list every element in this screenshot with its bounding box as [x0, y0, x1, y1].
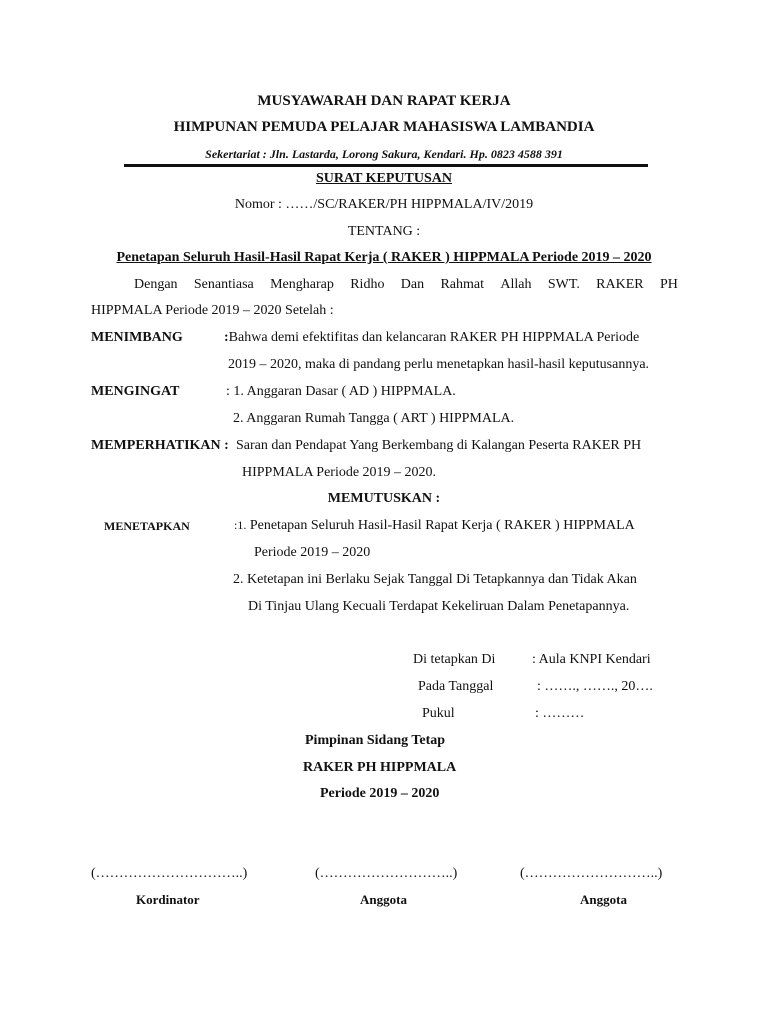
intro-word: Senantiasa	[193, 277, 254, 292]
menetapkan-separator: :1.	[234, 518, 247, 532]
intro-line-2: HIPPMALA Periode 2019 – 2020 Setelah :	[91, 303, 334, 318]
signature-blank-coordinator: (…………………………..)	[91, 866, 248, 881]
leadership-line-1: Pimpinan Sidang Tetap	[305, 733, 446, 748]
menimbang-label: MENIMBANG	[91, 330, 183, 345]
menetapkan-item-2-line-2: Di Tinjau Ulang Kecuali Terdapat Kekeliruan Dalam Penetapannya.	[248, 599, 630, 614]
menimbang-line-1	[224, 330, 639, 346]
menimbang-line-2: 2019 – 2020, maka di pandang perlu menetapkan hasil-hasil keputusannya.	[228, 357, 650, 372]
signature-role-member-1: Anggota	[360, 892, 407, 907]
signature-role-coordinator: Kordinator	[136, 892, 200, 907]
enactment-place-value: : Aula KNPI Kendari	[532, 652, 651, 667]
memperhatikan-line-1: Saran dan Pendapat Yang Berkembang di Kalangan Peserta RAKER PH	[236, 438, 642, 453]
memperhatikan-line-2: HIPPMALA Periode 2019 – 2020.	[242, 465, 437, 480]
intro-word: Dan	[400, 277, 425, 292]
mengingat-label: MENGINGAT	[91, 384, 180, 399]
intro-word: RAKER	[596, 277, 644, 292]
letterhead-title: MUSYAWARAH DAN RAPAT KERJA	[257, 93, 511, 109]
menimbang-text-1: Bahwa demi efektifitas dan kelancaran RAKER PH HIPPMALA Periode	[228, 330, 640, 345]
signature-blank-member-2: (………………………..)	[520, 866, 663, 881]
menetapkan-item-1-line-1	[234, 518, 635, 534]
mengingat-item-1: : 1. Anggaran Dasar ( AD ) HIPPMALA.	[226, 384, 456, 399]
intro-word: Dengan	[134, 277, 178, 292]
leadership-line-3: Periode 2019 – 2020	[320, 786, 440, 801]
memperhatikan-label: MEMPERHATIKAN :	[91, 438, 229, 453]
letterhead-rule	[124, 164, 648, 167]
enactment-time-label: Pukul	[422, 706, 455, 721]
memutuskan-heading: MEMUTUSKAN :	[327, 491, 441, 506]
intro-word: Mengharap	[270, 277, 334, 292]
enactment-place-label: Di tetapkan Di	[413, 652, 496, 667]
menetapkan-item-1-text: Penetapan Seluruh Hasil-Hasil Rapat Kerja ( RAKER ) HIPPMALA	[249, 518, 635, 533]
about-label: TENTANG :	[347, 224, 421, 239]
intro-word: PH	[659, 277, 678, 292]
enactment-date-label: Pada Tanggal	[418, 679, 494, 694]
menetapkan-item-2-line-1: 2. Ketetapan ini Berlaku Sejak Tanggal Di Tetapkannya dan Tidak Akan	[233, 572, 637, 587]
document-type: SURAT KEPUTUSAN	[315, 171, 452, 186]
intro-word: Ridho	[350, 277, 385, 292]
intro-word: Rahmat	[440, 277, 485, 292]
intro-word: SWT.	[547, 277, 580, 292]
menetapkan-item-1-line-2: Periode 2019 – 2020	[254, 545, 371, 560]
enactment-date-value: : ……., ……., 20….	[537, 679, 653, 694]
intro-word: Allah	[500, 277, 532, 292]
leadership-line-2: RAKER PH HIPPMALA	[303, 760, 457, 775]
signature-role-member-2: Anggota	[580, 892, 627, 907]
document-subject: Penetapan Seluruh Hasil-Hasil Rapat Kerja ( RAKER ) HIPPMALA Periode 2019 – 2020	[116, 250, 652, 265]
intro-line-1	[134, 277, 678, 293]
menetapkan-label: MENETAPKAN	[104, 519, 190, 533]
enactment-time-value: : ………	[535, 706, 585, 721]
letterhead-secretariat: Sekertariat : Jln. Lastarda, Lorong Sakura, Kendari. Hp. 0823 4588 391	[205, 147, 563, 161]
document-number: Nomor : ……/SC/RAKER/PH HIPPMALA/IV/2019	[234, 197, 534, 212]
signature-blank-member-1: (………………………..)	[315, 866, 458, 881]
menimbang-separator: :	[224, 330, 229, 345]
mengingat-item-2: 2. Anggaran Rumah Tangga ( ART ) HIPPMALA.	[233, 411, 515, 426]
letterhead-organization: HIMPUNAN PEMUDA PELAJAR MAHASISWA LAMBANDIA	[173, 119, 595, 135]
